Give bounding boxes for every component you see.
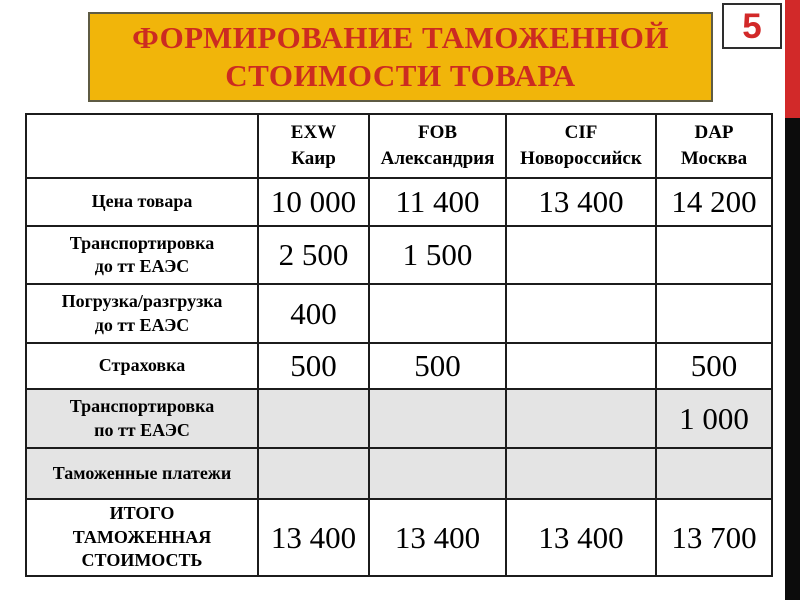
right-edge-stripe-red — [785, 0, 800, 118]
value-cell — [369, 448, 506, 499]
table-row-customs-payments — [26, 448, 772, 499]
city-label: Новороссийск — [520, 148, 642, 169]
row-label-text: ТАМОЖЕННАЯ — [72, 526, 212, 547]
value-cell — [506, 343, 656, 389]
value-cell: 11 400 — [369, 178, 506, 226]
value-cell: 500 — [258, 343, 369, 389]
value-cell — [506, 226, 656, 284]
value-cell: 10 000 — [258, 178, 369, 226]
value-cell: 14 200 — [656, 178, 772, 226]
value-cell: 1 000 — [656, 389, 772, 448]
incoterm-label: FOB — [417, 122, 458, 144]
row-label — [26, 343, 258, 389]
value-cell — [656, 448, 772, 499]
table-row-total-customs-value — [26, 499, 772, 576]
value-cell — [258, 448, 369, 499]
page-number-badge — [722, 3, 782, 49]
row-label — [26, 226, 258, 284]
row-label — [26, 284, 258, 343]
row-label-text: Таможенные платежи — [52, 462, 232, 483]
incoterm-label: EXW — [290, 122, 337, 144]
row-label — [26, 448, 258, 499]
value-cell: 13 400 — [506, 499, 656, 576]
value-cell: 400 — [258, 284, 369, 343]
incoterm-label: DAP — [694, 122, 734, 144]
city-label: Каир — [291, 148, 336, 169]
row-label-text: Погрузка/разгрузка — [61, 291, 223, 312]
slide-title-line-2: СТОИМОСТИ ТОВАРА — [225, 58, 576, 93]
row-label — [26, 499, 258, 576]
row-label — [26, 178, 258, 226]
row-label — [26, 389, 258, 448]
table-row-transport-to-eaeu — [26, 226, 772, 284]
table-row-loading — [26, 284, 772, 343]
corner-cell — [26, 114, 258, 178]
table-row-transport-within-eaeu — [26, 389, 772, 448]
value-cell: 13 400 — [258, 499, 369, 576]
value-cell: 500 — [369, 343, 506, 389]
incoterm-label: CIF — [564, 122, 598, 144]
value-cell — [369, 389, 506, 448]
row-label-text: Цена товара — [91, 191, 193, 212]
row-label-text: до тт ЕАЭС — [94, 256, 190, 276]
value-cell: 13 400 — [369, 499, 506, 576]
value-cell: 13 400 — [506, 178, 656, 226]
value-cell: 500 — [656, 343, 772, 389]
slide-title-box — [88, 12, 713, 102]
table-row-insurance — [26, 343, 772, 389]
value-cell — [656, 284, 772, 343]
column-header-fob — [369, 114, 506, 178]
city-label: Москва — [680, 148, 748, 169]
value-cell — [506, 389, 656, 448]
value-cell — [656, 226, 772, 284]
value-cell: 13 700 — [656, 499, 772, 576]
row-label-text: СТОИМОСТЬ — [81, 550, 203, 571]
row-label-text: ИТОГО — [109, 503, 175, 524]
column-header-dap — [656, 114, 772, 178]
table-row-price — [26, 178, 772, 226]
row-label-text: до тт ЕАЭС — [94, 314, 190, 335]
slide-title-line-1: ФОРМИРОВАНИЕ ТАМОЖЕННОЙ — [132, 20, 669, 55]
row-label-text: Транспортировка — [69, 396, 215, 417]
value-cell — [258, 389, 369, 448]
value-cell: 1 500 — [369, 226, 506, 284]
row-label-text: по тт ЕАЭС — [94, 419, 190, 440]
row-label-text: Страховка — [98, 355, 186, 376]
value-cell: 2 500 — [258, 226, 369, 284]
column-header-exw — [258, 114, 369, 178]
customs-value-table — [25, 113, 773, 577]
page-number: 5 — [742, 6, 762, 46]
header-row — [26, 114, 772, 178]
column-header-cif — [506, 114, 656, 178]
row-label-text: Транспортировка — [69, 232, 215, 253]
value-cell — [369, 284, 506, 343]
city-label: Александрия — [380, 148, 495, 169]
right-edge-stripe-black — [785, 118, 800, 600]
value-cell — [506, 284, 656, 343]
value-cell — [506, 448, 656, 499]
